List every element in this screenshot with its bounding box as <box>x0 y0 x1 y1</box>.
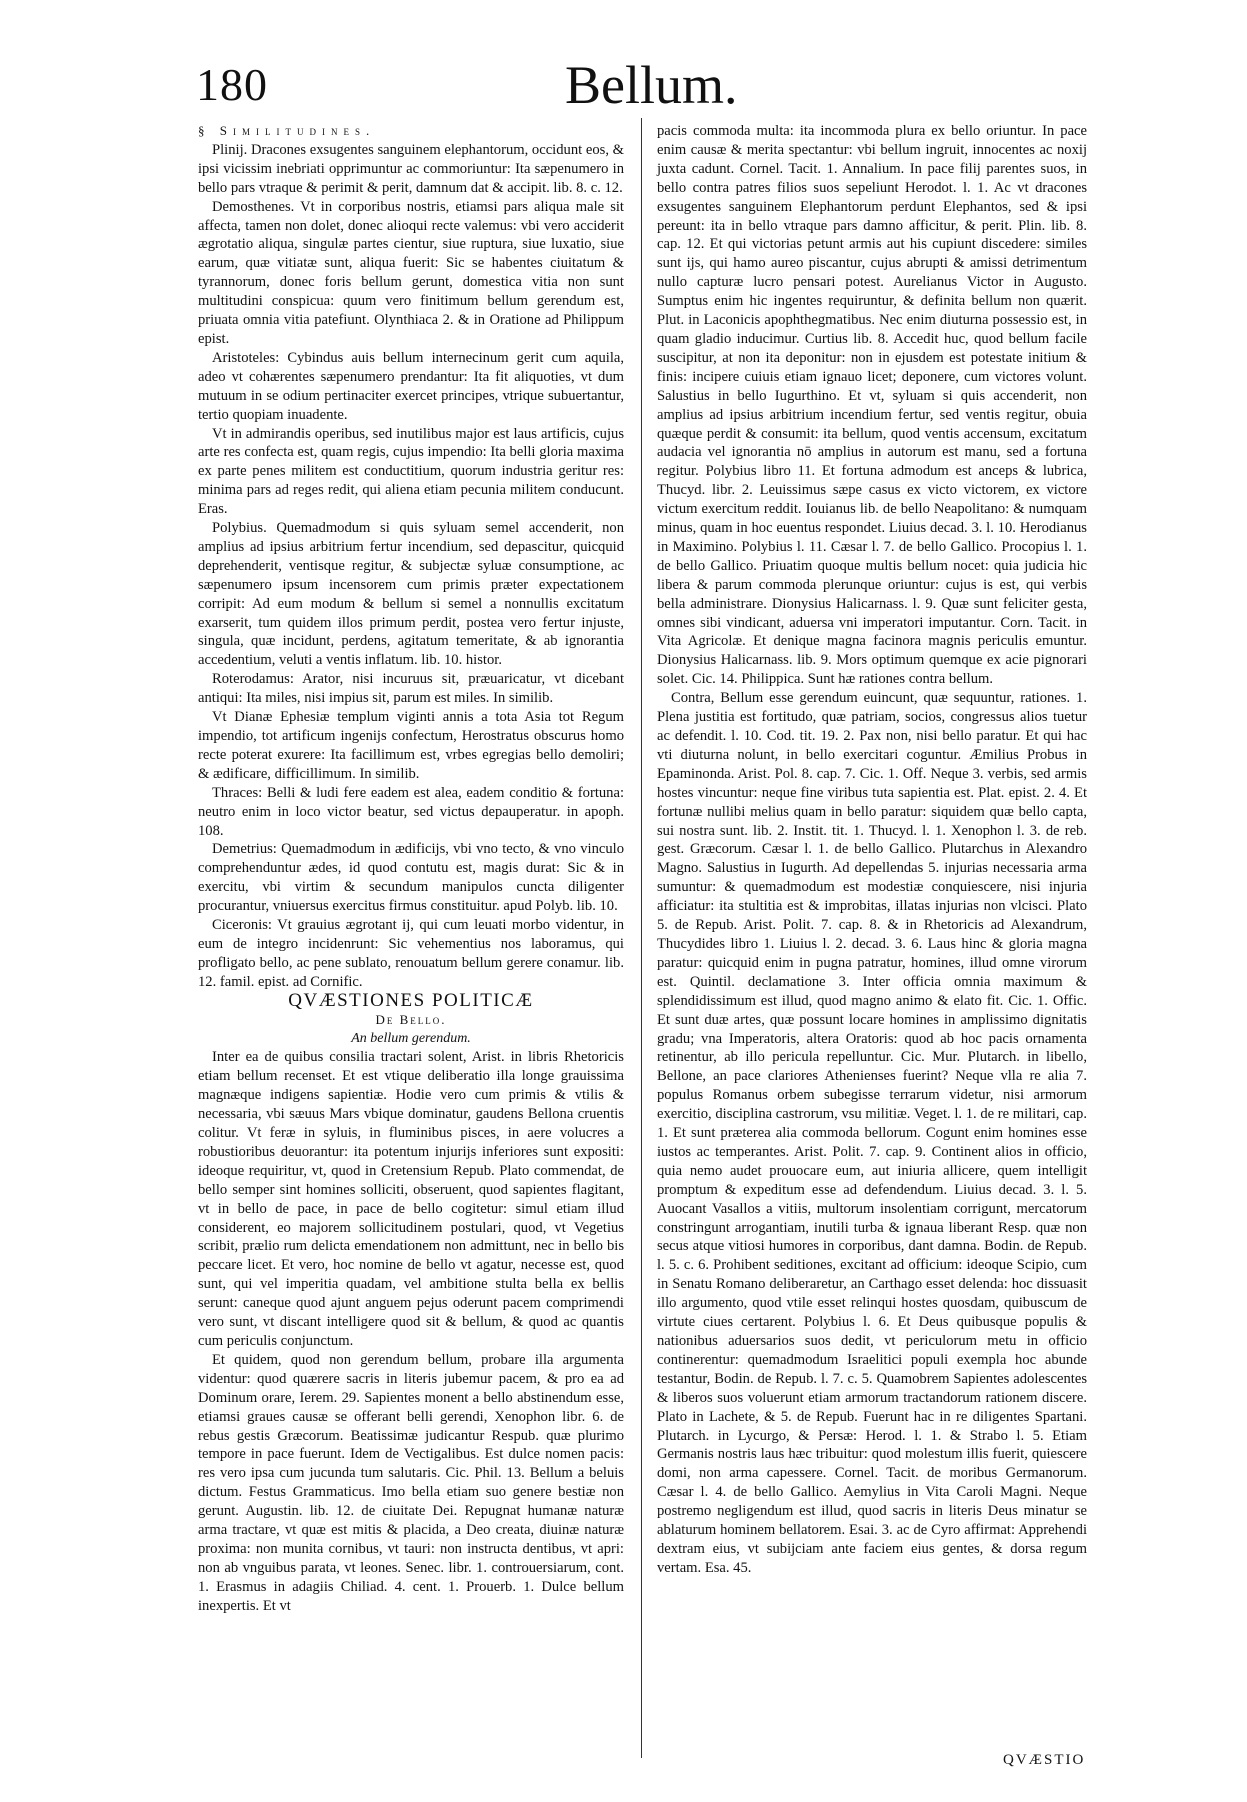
paragraph: Aristoteles: Cybindus auis bellum internecinum gerit cum aquila, adeo vt cohærentes sæpenumero prendantur: Ita fit aliquoties, vt dum mutuum in se odium pertinaciter exercet principes, vtrique subuertantur, tertio quopiam inuadente. <box>198 349 624 423</box>
paragraph: Et quidem, quod non gerendum bellum, probare illa argumenta videntur: quod quærere sacris in literis jubemur pacem, & pro ea ad Dominum orare, Ierem. 29. Sapientes monent a bello abstinendum esse, etiamsi graues causæ se offerant belli gerendi, Xenophon libr. 6. de rebus gestis Græcorum. Beatissimæ judicantur Respub. quæ plurimo tempore in pace fuerunt. Idem de Vectigalibus. Est dulce nomen pacis: res vero ipsa cum jucunda tum salutaris. Cic. Phil. 13. Bellum a beluis dictum. Festus Grammaticus. Imo bella etiam suo genere bestiæ non gerunt. Augustin. lib. 12. de ciuitate Dei. Repugnat humanæ naturæ arma tractare, vt quæ est mitis & placida, a Deo creata, diuinæ naturæ proxima: non munita cornibus, vt tauri: non instructa dentibus, vt apri: non ab vnguibus parata, vt leones. Senec. libr. 1. controuersiarum, cont. 1. Erasmus in adagiis Chiliad. 4. cent. 1. Prouerb. 1. Dulce bellum inexpertis. Et vt <box>198 1351 624 1614</box>
paragraph: Vt in admirandis operibus, sed inutilibus major est laus artificis, cujus arte res confecta est, quam regis, cujus impendio: Ita belli gloria maxima ex parte penes militem est conductitium, quorum industria geritur res: minima pars ad reges redit, qui aliena etiam pecunia militem conducunt. Eras. <box>198 425 624 518</box>
page-number: 180 <box>196 59 268 110</box>
question-title: An bellum gerendum. <box>351 1030 471 1046</box>
paragraph: Ciceronis: Vt grauius ægrotant ij, qui cum leuati morbo videntur, in eum de integro incidenrunt: Sic vehementius nos laboramus, qui profligato bello, ac pene sublato, renouatum bellum gerere conamur. lib. 12. famil. epist. ad Cornific. <box>198 917 624 990</box>
paragraph: Plinij. Dracones exsugentes sanguinem elephantorum, occidunt eos, & ipsi vicissim inebriati opprimuntur ac commoriuntur: Ita sæpenumero in bello pars vtraque & perimit & perit, damnum dat & accipit. lib. 8. c. 12. <box>198 141 624 196</box>
paragraph: Thraces: Belli & ludi fere eadem est alea, eadem conditio & fortuna: neutro enim in loco victor beatur, sed victus depauperatur. in apoph. 108. <box>198 784 624 839</box>
left-column <box>198 122 624 1616</box>
paragraph: pacis commoda multa: ita incommoda plura ex bello oriuntur. In pace enim causæ & merita spectantur: vbi bellum ingruit, innocentes ac noxij juxta cadunt. Cornel. Tacit. 1. Annalium. In pace filij parentes suos, in bello contra patres filios suos sepeliunt Herodot. l. 1. Ac vt dracones exsugentes sanguinem Elephantorum perdunt Elephantos, sed & ipsi pereunt: ita in bello vtraque pars damno afficitur, & perit. Plin. lib. 8. cap. 12. Et qui victorias petunt armis aut his cupiunt discedere: similes sunt ijs, qui hamo aureo piscantur, cujus abrupti & amissi detrimentum nullo capturæ lucro pensari potest. Aurelianus Victor in Augusto. Sumptus enim hic ingentes requiruntur, & definita bellum non quærit. Plut. in Laconicis apophthegmatibus. Nec enim diuturna possessio est, in quam gladio inducimur. Curtius lib. 8. Accedit huc, quod bellum facile suscipitur, at non ita deponitur: non in ejusdem est potestate initium & finis: incipere cuiuis etiam ignauo licet; deponere, cum victores volunt. Salustius in bello Iugurthino. Et vt, syluam si quis accenderit, non amplius ad ipsius arbitrium incendium fertur, sed ventis regitur, obuia quæque perdit & consumit: ita bellum, quod ventis accensum, excitatum audacia vel ignorantia nō amplius in autorum est manu, sed a fortuna regitur. Polybius libro 11. Et fortuna admodum est anceps & lubrica, Thucyd. libr. 2. Leuissimus sæpe casus ex victo victorem, ex victore victum exercitum reddit. Iouianus lib. de bello Neapolitano: & numquam minus, quam in hoc euentus respondet. Liuius decad. 3. l. 10. Herodianus in Maximino. Polybius l. 11. Cæsar l. 7. de bello Gallico. Procopius l. 1. de bello Gallico. Priuatim quoque multis bellum nocet: quia judicia hic libera & parum commoda plerunque oriuntur: cujus is est, qui verbis bella administrare. Dionysius Halicarnass. l. 9. Quæ sunt feliciter gesta, omnes sibi vindicant, aduersa vni imperatori imputantur. Corn. Tacit. in Vita Agricolæ. Et denique magna facinora magnis periculis emuntur. Dionysius Halicarnass. lib. 9. Mors optimum quemque ex acie pignorari solet. Cic. 14. Philippica. Sunt hæ rationes contra bellum. <box>657 123 1087 688</box>
paragraph: Polybius. Quemadmodum si quis syluam semel accenderit, non amplius ad ipsius arbitrium fertur incendium, sed depascitur, quicquid deprehenderit, ventisque regitur, & subjectæ syluæ consumptione, ac sæpenumero ipsum incensorem cum primis præter expectationem corripit: Ad eum modum & bellum si semel a nonnullis excitatum exarserit, tum quidem illos primum perdit, postea vero fertur injuste, singula, quæ incidunt, perdens, agitatum temeritate, & ab ignorantia accedentium, veluti a ventis inflatum. lib. 10. histor. <box>198 520 624 669</box>
paragraph: Vt Dianæ Ephesiæ templum viginti annis a tota Asia tot Regum impendio, tot artificum ingenijs confectum, Herostratus obscurus homo recte poterat exurere: Ita facillimum est, vrbes egregias bello demoliri; & ædificare, difficillimum. In similib. <box>198 709 624 782</box>
paragraph: Roterodamus: Arator, nisi incuruus sit, præuaricatur, vt dicebant antiqui: Ita miles, nisi impius sit, parum est miles. In similib. <box>198 671 624 707</box>
paragraph: Contra, Bellum esse gerendum euincunt, quæ sequuntur, rationes. 1. Plena justitia est fortitudo, quæ patriam, socios, congressus alios tuetur ac defendit. l. 10. Cod. tit. 19. 2. Pax non, nisi bello paratur. Et qui hac vti diuturna nolunt, in bello exercitari coguntur. Æmilius Probus in Epaminonda. Arist. Pol. 8. cap. 7. Cic. 1. Off. Neque 3. verbis, sed armis hostes vincuntur: neque fine viribus tuta sapientia est. Plat. epist. 2. 4. Et fortunæ nullibi melius quam in bello paratur: siquidem quæ bello capta, sui nostra sunt. lib. 2. Instit. tit. 1. Thucyd. l. 1. Xenophon l. 3. de reb. gest. Græcorum. Cæsar l. 1. de bello Gallico. Plutarchus in Alexandro Magno. Salustius in Iugurth. Ad depellendas 5. injurias necessaria arma sumuntur: & quemadmodum est modestiæ conquiescere, nisi injuria afficiatur: ita stultitia est & improbitas, illatas injurias non vlcisci. Plato 5. de Repub. Arist. Polit. 7. cap. 8. & in Rhetoricis ad Alexandrum, Thucydides libro 1. Liuius l. 2. decad. 3. 6. Laus hinc & gloria magna paratur: quicquid enim in pugna patratur, homines, illud omne virorum est. Quintil. declamatione 3. Inter officia omnia maximum & splendidissimum est illud, quod magno animo & elato fit. Cic. 1. Offic. Et sunt duæ artes, quæ possunt locare homines in amplissimo dignitatis gradu; vna Imperatoris, altera Oratoris: quod ab hoc pacis ornamenta retinentur, ab illo pericula repelluntur. Cic. Mur. Plutarch. in libello, Bellone, an pace clariores Athenienses fuerint? Neque vlla re alia 7. populus Romanus orbem subegisse terrarum videtur, nisi armorum exercitio, disciplina castrorum, vsu militiæ. Veget. l. 1. de re militari, cap. 1. Et sunt præterea alia commoda bellorum. Cogunt enim homines esse iustos ac temperantes. Arist. Polit. 7. cap. 9. Continent alios in officio, quia nemo audet prouocare eum, aut iniuria allicere, quem intelligit promptum & expeditum esse ad defendendum. Liuius decad. 3. l. 5. Auocant Vasallos a vitiis, multorum insolentiam corrigunt, mercatorum constringunt arrogantiam, inutili turba & ignaua liberant Resp. quæ non secus atque vitiosi humores in corporibus, dant damna. Bodin. de Repub. l. 5. c. 6. Prohibent seditiones, excitant ad officium: ideoque Scipio, cum in Senatu Romano deliberaretur, an Carthago esset delenda: hoc dissuasit illo argumento, quod vtile esset relinqui hostes quosdam, quibuscum de virtute ciues certarent. Polybius l. 6. Et Deus quibusque populis & nationibus aduersarios suos dedit, vt periculorum metu in officio continerentur: quemadmodum Israelitici populi exempla hoc abunde testantur, Bodin. de Repub. l. 7. c. 5. Quamobrem Sapientes adolescentes & liberos suos voluerunt etiam armorum tractandorum rationem discere. Plato in Lachete, & 5. de Repub. Fuerunt hac in re diligentes Spartani. Plutarch. in Lycurgo, & Persæ: Herod. l. 1. & Strabo l. 5. Etiam Germanis nostris laus hæc tribuitur: quod molestum illis fuerit, quiescere domi, non arma capessere. Cornel. Tacit. de moribus Germanorum. Cæsar l. 4. de bello Gallico. Aemylius in Vita Caroli Magni. Neque postremo negligendum est illud, quod sacris in literis Deus minatur se ablaturum hominem bellatorem. Esai. 3. ac de Cyro affirmat: Apprehendi dextram eius, vt subijciam ante faciem eius gentes, & dorsa regum vertam. Esa. 45. <box>657 690 1087 1576</box>
paragraph: Demetrius: Quemadmodum in ædificijs, vbi vno tecto, & vno vinculo comprehenduntur ædes, id quod contutu est, magis durat: Sic & in exercitu, vbi virtim & secundum manipulos cuncta diligenter procurantur, vniuersus exercitus firmus constituitur. apud Polyb. lib. 10. <box>198 841 624 915</box>
column-rule <box>641 118 642 1758</box>
running-head: Bellum. <box>565 55 738 115</box>
right-column <box>657 122 1087 1578</box>
catchword: QVÆSTIO <box>1003 1752 1086 1768</box>
questions-heading: QVÆSTIONES POLITICÆ <box>288 989 534 1011</box>
questions-subheading: De Bello. <box>375 1011 447 1027</box>
section-heading: § Similitudines. <box>198 123 376 138</box>
paragraph: Demosthenes. Vt in corporibus nostris, etiamsi pars aliqua male sit affecta, tamen non dolet, donec alioqui recte valemus: vbi vero acciderit ægrotatio aliqua, singulæ partes cientur, siue ruptura, siue luxatio, siue earum, quæ vitiatæ sunt, aliqua fuerit: Sic se habentes ciuitatum & tyrannorum, donec foris bellum gerunt, domestica vitia non sunt multitudini conspicua: quum vero finitimum bellum gerendum est, priuata omnia vitia patefiunt. Olynthiaca 2. & in Oratione ad Philippum epist. <box>198 198 624 347</box>
paragraph: Inter ea de quibus consilia tractari solent, Arist. in libris Rhetoricis etiam bellum recenset. Et est vtique deliberatio illa longe grauissima magnæque indigens sapientiæ. Hodie vero cum primis & vtilis & necessaria, vbi sæuus Mars vbique dominatur, gaudens Bellona cruentis colitur. Vt feræ in syluis, in fluminibus pisces, in aere volucres a robustioribus deuorantur: ita potentum injurijs inferiores sunt expositi: ideoque requiritur, vt, quod in Cretensium Repub. Plato commendat, de bello semper sint homines solliciti, obseruent, quod sapientes flagitant, vt in bello de pace, in pace de bello cogitetur: simul etiam illud considerent, eo majorem sollicitudinem postulari, quod, vt Vegetius scribit, prælio rum delicta emendationem non admittunt, nec in bello bis peccare licet. Et vero, hoc nomine de bello vt agatur, necesse est, quod sunt, qui vel imperitia quadam, vel ambitione stulta bella ex bellis serunt: caneque quod ajunt anguem pejus oderunt pacem comprimendi vero sunt, vt discant intelligere quod sit & bellum, & quod ac quantis cum periculis conjunctum. <box>198 1049 624 1349</box>
